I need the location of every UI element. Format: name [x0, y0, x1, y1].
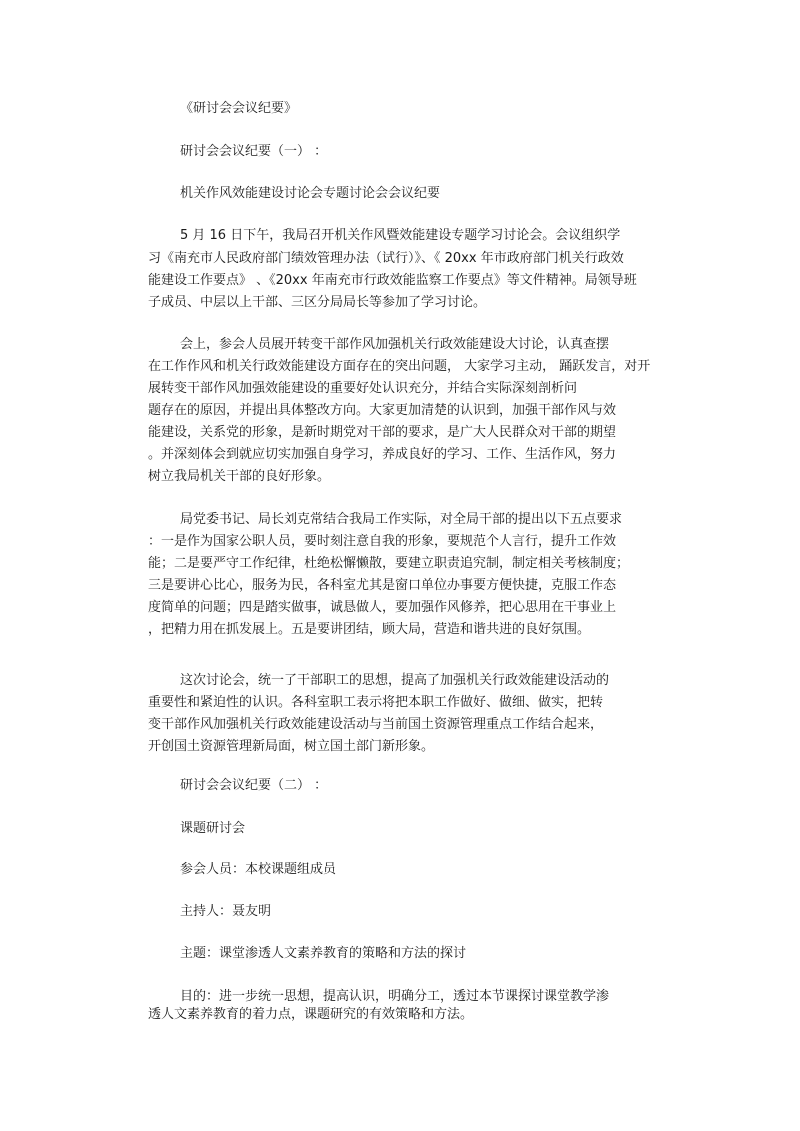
paragraph-line: 透人文素养教育的着力点，课题研究的有效策略和方法。 [148, 1007, 474, 1022]
paragraph-line: 。并深刻体会到就应切实加强自身学习，养成良好的学习、工作、生活作风，努力 [148, 447, 617, 462]
meeting-attendees: 参会人员：本校课题组成员 [180, 862, 337, 877]
paragraph-line: 会上，参会人员展开转变干部作风加强机关行政效能建设大讨论，认真查摆 [180, 337, 610, 352]
paragraph-line: 习《南充市人民政府部门绩效管理办法（试行）》、《 20xx 年市政府部门机关行政效 [148, 251, 624, 266]
paragraph-line: 变干部作风加强机关行政效能建设活动与当前国土资源管理重点工作结合起来， [148, 717, 604, 732]
paragraph-line: 开创国土资源管理新局面，树立国土部门新形象。 [148, 739, 435, 754]
paragraph-line: 在工作作风和机关行政效能建设方面存在的突出问题， 大家学习主动， 踊跃发言，对开 [148, 359, 651, 374]
paragraph-line: 展转变干部作风加强效能建设的重要好处认识充分，并结合实际深刻剖析问 [148, 381, 578, 396]
paragraph-line: 目的：进一步统一思想，提高认识，明确分工，透过本节课探讨课堂教学渗 [180, 989, 610, 1004]
meeting-host: 主持人：聂友明 [180, 904, 272, 919]
paragraph-line: 树立我局机关干部的良好形象。 [148, 469, 331, 484]
meeting-theme: 主题：课堂渗透人文素养教育的策略和方法的探讨 [180, 946, 467, 961]
paragraph-line: 局党委书记、局长刘克常结合我局工作实际，对全局干部的提出以下五点要求 [180, 512, 623, 527]
paragraph-line: ，把精力用在抓发展上。五是要讲团结，顾大局，营造和谐共进的良好氛围。 [148, 622, 591, 637]
document-title: 《研讨会会议纪要》 [180, 101, 298, 116]
meeting-topic: 课题研讨会 [180, 821, 246, 836]
paragraph-line: 5 月 16 日下午，我局召开机关作风暨效能建设专题学习讨论会。会议组织学 [180, 228, 621, 243]
paragraph-line: 这次讨论会，统一了干部职工的思想，提高了加强机关行政效能建设活动的 [180, 673, 610, 688]
section-heading-1: 研讨会会议纪要（一） ： [180, 144, 328, 159]
paragraph-line: 能建设工作要点》 、《20xx 年南充市行政效能监察工作要点》等文件精神。局领导班 [148, 273, 637, 288]
paragraph-line: 度简单的问题；四是踏实做事，诚恳做人，要加强作风修养，把心思用在干事业上 [148, 600, 617, 615]
section-subtitle-1: 机关作风效能建设讨论会专题讨论会会议纪要 [180, 186, 441, 201]
paragraph-line: 子成员、中层以上干部、三区分局局长等参加了学习讨论。 [148, 295, 487, 310]
paragraph-line: ：一是作为国家公职人员，要时刻注意自我的形象，要规范个人言行，提升工作效 [148, 534, 617, 549]
paragraph-line: 题存在的原因，并提出具体整改方向。大家更加清楚的认识到，加强干部作风与效 [148, 403, 617, 418]
paragraph-line: 能建设，关系党的形象，是新时期党对干部的要求，是广大人民群众对干部的期望 [148, 425, 617, 440]
paragraph-line: 能；二是要严守工作纪律，杜绝松懈懒散，要建立职责追究制，制定相关考核制度； [148, 556, 630, 571]
section-heading-2: 研讨会会议纪要（二） ： [180, 778, 328, 793]
paragraph-line: 三是要讲心比心，服务为民，各科室尤其是窗口单位办事要方便快捷，克服工作态 [148, 578, 617, 593]
paragraph-line: 重要性和紧迫性的认识。各科室职工表示将把本职工作做好、做细、做实，把转 [148, 695, 604, 710]
